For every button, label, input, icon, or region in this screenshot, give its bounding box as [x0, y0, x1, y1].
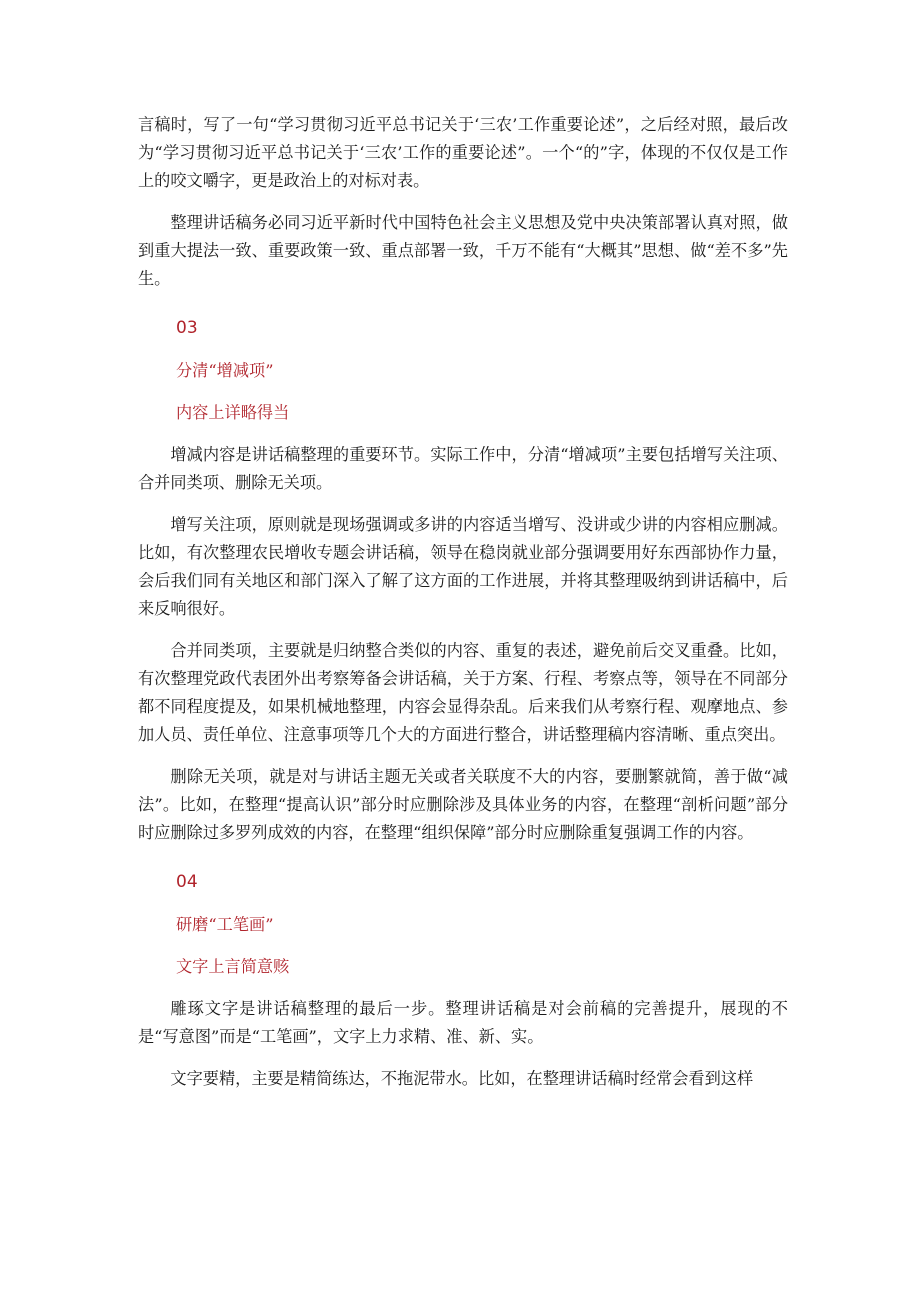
paragraph-merge-similar-items: 合并同类项，主要就是归纳整合类似的内容、重复的表述，避免前后交叉重叠。比如，有次整理党政代表团外出考察筹备会讲话稿，关于方案、行程、考察点等，领导在不同部分都不同程度提及，如果机械地整理，内容会显得杂乱。后来我们从考察行程、观摩地点、参加人员、责任单位、注意事项等几个大的方面进行整合，讲话整理稿内容清晰、重点突出。 — [138, 641, 788, 744]
section-title-04: 研磨“工笔画” — [176, 915, 274, 934]
section-title-03: 分清“增减项” — [176, 361, 274, 380]
section-number-04: 04 — [176, 872, 198, 892]
paragraph-add-remove-intro: 增减内容是讲话稿整理的重要环节。实际工作中，分清“增减项”主要包括增写关注项、合并同类项、删除无关项。 — [138, 445, 788, 492]
paragraph-concise-text: 文字要精，主要是精简练达，不拖泥带水。比如，在整理讲话稿时经常会看到这样 — [170, 1069, 754, 1088]
paragraph-policy-alignment: 整理讲话稿务必同习近平新时代中国特色社会主义思想及党中央决策部署认真对照，做到重大提法一致、重要政策一致、重点部署一致，千万不能有“大概其”思想、做“差不多”先生。 — [138, 213, 788, 288]
paragraph-add-focus-items: 增写关注项，原则就是现场强调或多讲的内容适当增写、没讲或少讲的内容相应删减。比如，有次整理农民增收专题会讲话稿，领导在稳岗就业部分强调要用好东西部协作力量，会后我们同有关地区和部门深入了解了这方面的工作进展，并将其整理吸纳到讲话稿中，后来反响很好。 — [138, 515, 788, 618]
document-body — [138, 111, 788, 1107]
paragraph-polish-text: 雕琢文字是讲话稿整理的最后一步。整理讲话稿是对会前稿的完善提升，展现的不是“写意图”而是“工笔画”，文字上力求精、准、新、实。 — [138, 999, 788, 1046]
paragraph-delete-irrelevant-items: 删除无关项，就是对与讲话主题无关或者关联度不大的内容，要删繁就简，善于做“减法”。比如，在整理“提高认识”部分时应删除涉及具体业务的内容，在整理“剖析问题”部分时应删除过多罗列成效的内容，在整理“组织保障”部分时应删除重复强调工作的内容。 — [138, 767, 788, 842]
paragraph-continued: 言稿时，写了一句“学习贯彻习近平总书记关于‘三农’工作重要论述”，之后经对照，最后改为“学习贯彻习近平总书记关于‘三农’工作的重要论述”。一个“的”字，体现的不仅仅是工作上的咬文嚼字，更是政治上的对标对表。 — [138, 115, 788, 190]
section-number-03: 03 — [176, 318, 198, 338]
section-subtitle-04: 文字上言简意赅 — [176, 957, 290, 976]
section-subtitle-03: 内容上详略得当 — [176, 403, 290, 422]
